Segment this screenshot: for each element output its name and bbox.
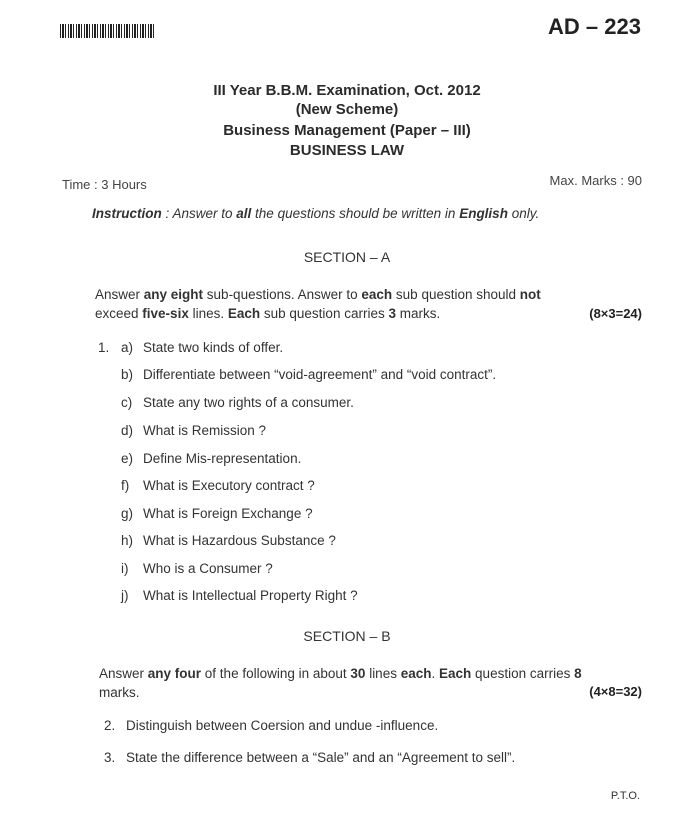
question-2: 2. Distinguish between Coersion and undue -influence. (104, 718, 439, 733)
sub-question: g) What is Foreign Exchange ? (121, 506, 313, 521)
exam-title-line3: Business Management (Paper – III) (223, 122, 471, 139)
exam-title-line2: (New Scheme) (295, 101, 399, 118)
question-1-number: 1. (98, 340, 110, 355)
paper-code: AD – 223 (548, 14, 641, 39)
section-a-heading: SECTION – A (303, 249, 391, 265)
section-a-instructions: Answer any eight sub-questions. Answer to each sub question should not exceed five-six lines. Each sub question carries 3 marks. (95, 287, 541, 321)
sub-question: h) What is Hazardous Substance ? (121, 533, 336, 548)
section-b-marks: (4×8=32) (589, 684, 642, 699)
sub-question: c) State any two rights of a consumer. (121, 395, 354, 410)
exam-title-line4: BUSINESS LAW (289, 142, 405, 159)
question-3: 3. State the difference between a “Sale” and an “Agreement to sell”. (104, 750, 516, 765)
pto-note: P.T.O. (610, 790, 640, 802)
max-marks: Max. Marks : 90 (549, 173, 642, 188)
time-allowed: Time : 3 Hours (62, 177, 147, 192)
sub-question: a) State two kinds of offer. (121, 340, 284, 355)
section-b-instructions: Answer any four of the following in about 30 lines each. Each question carries 8 marks. (99, 666, 582, 700)
sub-question: f) What is Executory contract ? (121, 478, 315, 493)
sub-question: j) What is Intellectual Property Right ? (121, 588, 358, 603)
section-a-marks: (8×3=24) (589, 306, 642, 321)
sub-question: i) Who is a Consumer ? (121, 561, 273, 576)
section-b-heading: SECTION – B (303, 628, 391, 644)
exam-title-line1: III Year B.B.M. Examination, Oct. 2012 (213, 82, 481, 99)
sub-question: d) What is Remission ? (121, 423, 267, 438)
instruction: Instruction : Answer to all the questions should be written in English only. (92, 206, 540, 221)
barcode (60, 24, 156, 38)
sub-question: b) Differentiate between “void-agreement” and “void contract”. (121, 367, 497, 382)
sub-question: e) Define Mis-representation. (121, 451, 302, 466)
